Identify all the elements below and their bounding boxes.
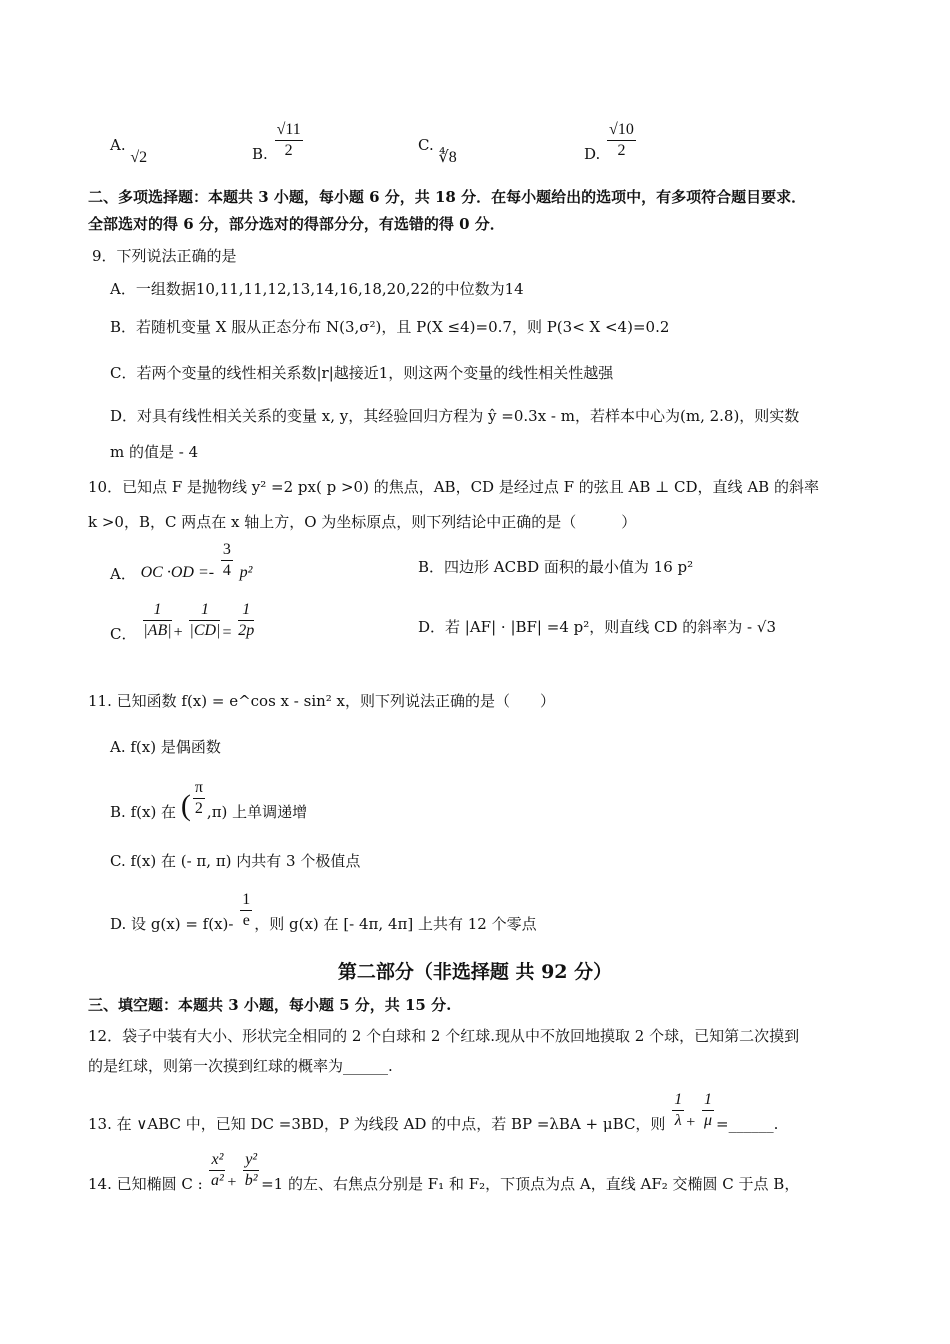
option-fraction bbox=[607, 120, 636, 161]
q9-option-d-line1: D．对具有线性相关关系的变量 x, y，其经验回归方程为 ŷ =0.3x - m，若样本中心为(m, 2.8)，则实数 bbox=[110, 407, 800, 425]
equals-sign: = bbox=[222, 623, 232, 641]
q9-option-a: A．一组数据10,11,11,12,13,14,16,18,20,22的中位数为14 bbox=[110, 280, 524, 298]
q14-tail: =1 的左、右焦点分别是 F₁ 和 F₂，下顶点为点 A，直线 AF₂ 交椭圆 C 于点 B， bbox=[261, 1174, 800, 1193]
option-fraction bbox=[275, 120, 303, 161]
option-math: √2 bbox=[130, 149, 148, 166]
option-fraction bbox=[221, 540, 233, 581]
option-label: A. bbox=[110, 136, 126, 154]
numerator: 1 bbox=[702, 1090, 714, 1111]
denominator: μ bbox=[704, 1112, 713, 1129]
option-math-tail: p² bbox=[239, 563, 253, 581]
plus-sign: + bbox=[686, 1113, 696, 1131]
option-text-tail: ，则 g(x) 在 [- 4π, 4π] 上共有 12 个零点 bbox=[254, 914, 537, 933]
option-text-tail: ,π) 上单调递增 bbox=[206, 802, 308, 821]
q14 bbox=[88, 1150, 799, 1191]
q10-option-d: D．若 |AF| · |BF| =4 p²，则直线 CD 的斜率为 - √3 bbox=[418, 618, 776, 636]
option-label: D. bbox=[584, 144, 601, 163]
q13-tail: =______. bbox=[716, 1114, 779, 1133]
denominator: |AB| bbox=[143, 622, 172, 639]
q13 bbox=[88, 1090, 778, 1131]
numerator: √11 bbox=[275, 120, 303, 141]
denominator: 4 bbox=[222, 562, 231, 579]
q10-stem-line2: k >0，B，C 两点在 x 轴上方，O 为坐标原点，则下列结论中正确的是（ ） bbox=[88, 513, 637, 531]
option-label: B. bbox=[110, 802, 126, 821]
section3-heading: 三、填空题：本题共 3 小题，每小题 5 分，共 15 分. bbox=[88, 996, 452, 1014]
option-fraction bbox=[193, 778, 205, 819]
q10-option-b: B．四边形 ACBD 面积的最小值为 16 p² bbox=[418, 558, 694, 576]
option-label: A． bbox=[110, 564, 136, 583]
fraction-1 bbox=[209, 1150, 225, 1191]
section2-heading-line1: 二、多项选择题：本题共 3 小题，每小题 6 分，共 18 分．在每小题给出的选项中，有多项符合题目要求． bbox=[88, 188, 807, 206]
q12-line2: 的是红球，则第一次摸到红球的概率为______. bbox=[88, 1057, 393, 1075]
q10-stem-line1: 10．已知点 F 是抛物线 y² =2 px( p >0) 的焦点，AB，CD 是经过点 F 的弦且 AB ⊥ CD，直线 AB 的斜率 bbox=[88, 478, 819, 496]
denominator: |CD| bbox=[189, 622, 221, 639]
numerator: √10 bbox=[607, 120, 636, 141]
q8-option-d bbox=[584, 120, 638, 161]
plus-sign: + bbox=[173, 623, 183, 641]
numerator: 1 bbox=[240, 890, 252, 911]
denominator: 2 bbox=[194, 800, 203, 817]
part2-title: 第二部分（非选择题 共 92 分） bbox=[337, 961, 613, 983]
numerator: 3 bbox=[221, 540, 233, 561]
q9-option-d-line2: m 的值是 - 4 bbox=[110, 443, 199, 461]
numerator: 1 bbox=[189, 600, 220, 621]
denominator: 2 bbox=[284, 142, 293, 159]
section2-heading-line2: 全部选对的得 6 分，部分选对的得部分分，有选错的得 0 分． bbox=[88, 215, 505, 233]
fraction-2 bbox=[189, 600, 220, 641]
fraction-3 bbox=[238, 600, 254, 641]
q12-line1: 12．袋子中装有大小、形状完全相同的 2 个白球和 2 个红球.现从中不放回地摸取 2 个球，已知第二次摸到 bbox=[88, 1027, 800, 1045]
q8-option-b bbox=[252, 120, 305, 161]
option-text: g(x) = f(x)- bbox=[150, 914, 234, 933]
q9-option-c: C．若两个变量的线性相关系数|r|越接近1，则这两个变量的线性相关性越强 bbox=[110, 364, 614, 382]
numerator: 1 bbox=[143, 600, 171, 621]
numerator: x² bbox=[209, 1150, 225, 1171]
q11-option-b bbox=[110, 778, 308, 822]
denominator: e bbox=[242, 912, 250, 929]
q8-option-c bbox=[418, 134, 457, 166]
q10-option-a bbox=[110, 540, 252, 581]
denominator: a² bbox=[211, 1172, 224, 1189]
option-text: f(x) 在 bbox=[130, 802, 177, 821]
q11-option-a: A. f(x) 是偶函数 bbox=[110, 738, 221, 756]
left-paren: ( bbox=[180, 788, 191, 822]
q10-option-c bbox=[110, 600, 256, 641]
q11-stem: 11. 已知函数 f(x) = e^cos x - sin² x，则下列说法正确的是（ ） bbox=[88, 692, 556, 710]
q11-option-d bbox=[110, 890, 537, 931]
q9-option-b: B．若随机变量 X 服从正态分布 N(3,σ²)，且 P(X ≤4)=0.7，则 P(3< X <4)=0.2 bbox=[110, 318, 670, 336]
option-label: C． bbox=[110, 624, 137, 643]
numerator: 1 bbox=[238, 600, 254, 621]
fraction-1 bbox=[143, 600, 171, 641]
denominator: λ bbox=[674, 1112, 682, 1129]
option-label: D. 设 bbox=[110, 914, 147, 933]
numerator: y² bbox=[243, 1150, 259, 1171]
q13-text: 13. 在 ∨ABC 中，已知 DC =3BD，P 为线段 AD 的中点，若 BP =λBA + μBC，则 bbox=[88, 1114, 666, 1133]
denominator: 2 bbox=[617, 142, 626, 159]
option-label: C. bbox=[418, 136, 434, 154]
q9-stem: 9．下列说法正确的是 bbox=[92, 247, 237, 265]
fraction-1 bbox=[672, 1090, 684, 1131]
fraction-2 bbox=[243, 1150, 259, 1191]
numerator: 1 bbox=[672, 1090, 684, 1111]
option-fraction bbox=[240, 890, 252, 931]
denominator: b² bbox=[244, 1172, 258, 1189]
numerator: π bbox=[193, 778, 205, 799]
q14-text: 14. 已知椭圆 C : bbox=[88, 1174, 203, 1193]
q8-option-a bbox=[110, 134, 148, 166]
option-math: OC ·OD =- bbox=[140, 563, 215, 581]
plus-sign: + bbox=[227, 1173, 237, 1191]
denominator: 2p bbox=[238, 622, 255, 639]
option-label: B. bbox=[252, 144, 268, 163]
q11-option-c: C. f(x) 在 (- π, π) 内共有 3 个极值点 bbox=[110, 852, 361, 870]
option-math: ∜8 bbox=[438, 149, 457, 166]
fraction-2 bbox=[702, 1090, 714, 1131]
